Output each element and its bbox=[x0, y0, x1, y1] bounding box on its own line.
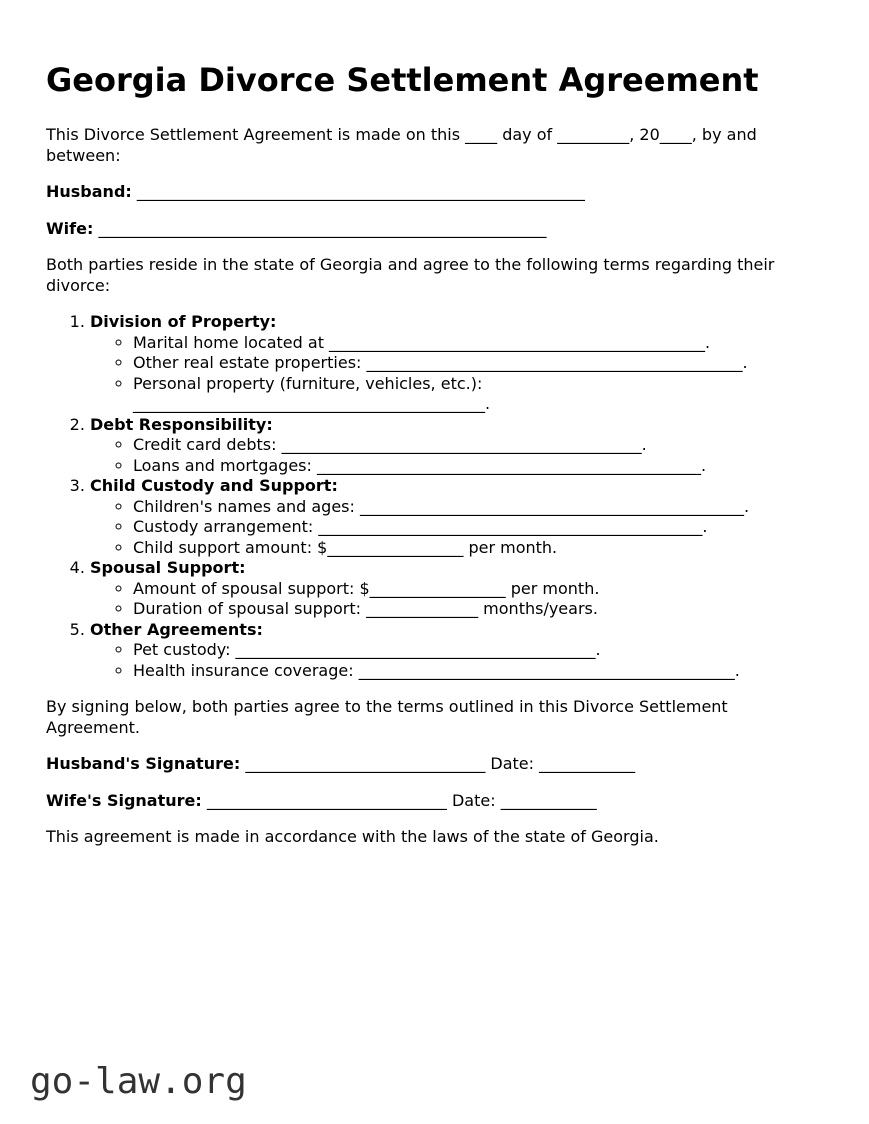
wife-signature-blank: ______________________________ bbox=[206, 790, 447, 810]
term-item: ◦ Credit card debts: _____________________________________________. bbox=[133, 435, 821, 456]
wife-blank: ________________________________________________________ bbox=[98, 218, 547, 238]
term-item: ◦ Children's names and ages: ________________________________________________. bbox=[133, 497, 821, 518]
term-item: ◦ Amount of spousal support: $_________________ per month. bbox=[133, 579, 821, 600]
husband-label: Husband: bbox=[46, 182, 132, 201]
husband-blank: ________________________________________________________ bbox=[136, 182, 585, 201]
section-items bbox=[90, 497, 821, 559]
closing-paragraph: By signing below, both parties agree to the terms outlined in this Divorce Settlement Agreement. bbox=[46, 697, 728, 737]
term-item: ◦ Other real estate properties: _______________________________________________. bbox=[133, 353, 821, 374]
wife-line bbox=[46, 219, 821, 240]
section-items bbox=[90, 435, 821, 476]
term-item: ◦ Health insurance coverage: _______________________________________________. bbox=[133, 661, 821, 682]
term-section-spousal-support bbox=[90, 558, 821, 620]
section-items bbox=[90, 333, 821, 415]
wife-label: Wife: bbox=[46, 218, 94, 238]
section-title: Child Custody and Support: bbox=[90, 476, 338, 495]
section-title: Spousal Support: bbox=[90, 558, 246, 577]
wife-date-label: Date: bbox=[451, 790, 496, 810]
husband-date-label: Date: bbox=[490, 754, 535, 773]
wife-date-blank: ____________ bbox=[500, 790, 597, 810]
husband-signature-label: Husband's Signature: bbox=[46, 754, 241, 773]
term-item: ◦ Child support amount: $_________________ per month. bbox=[133, 538, 821, 559]
law-note-paragraph: This agreement is made in accordance with the laws of the state of Georgia. bbox=[46, 827, 659, 846]
terms-intro-paragraph: Both parties reside in the state of Georgia and agree to the following terms regarding their divorce: bbox=[46, 255, 775, 295]
term-section-other-agreements bbox=[90, 620, 821, 682]
intro-paragraph: This Divorce Settlement Agreement is made on this ____ day of _________, 20____, by and between: bbox=[46, 125, 757, 165]
term-section-debt-responsibility bbox=[90, 415, 821, 477]
terms-list bbox=[46, 312, 821, 681]
term-item: ◦ Marital home located at _______________________________________________. bbox=[133, 333, 821, 354]
section-title: Division of Property: bbox=[90, 312, 277, 331]
document-title: Georgia Divorce Settlement Agreement bbox=[46, 61, 759, 99]
section-title: Debt Responsibility: bbox=[90, 414, 273, 434]
term-item: ◦ Duration of spousal support: ______________ months/years. bbox=[133, 599, 821, 620]
term-section-child-custody-and-support bbox=[90, 476, 821, 558]
term-section-division-of-property bbox=[90, 312, 821, 415]
term-item: ◦ Pet custody: _____________________________________________. bbox=[133, 640, 821, 661]
term-item: ◦ Personal property (furniture, vehicles, etc.): ____________________________________________. bbox=[133, 374, 821, 415]
section-items bbox=[90, 640, 821, 681]
husband-line bbox=[46, 182, 821, 203]
section-items bbox=[90, 579, 821, 620]
husband-signature-blank: ______________________________ bbox=[245, 754, 486, 773]
wife-signature-label: Wife's Signature: bbox=[46, 790, 202, 810]
wife-signature-line bbox=[46, 791, 821, 812]
husband-date-blank: ____________ bbox=[539, 754, 636, 773]
section-title: Other Agreements: bbox=[90, 619, 263, 639]
husband-signature-line bbox=[46, 754, 821, 775]
term-item: ◦ Custody arrangement: ________________________________________________. bbox=[133, 517, 821, 538]
term-item: ◦ Loans and mortgages: ________________________________________________. bbox=[133, 456, 821, 477]
brand-footer: go-law.org bbox=[30, 1061, 247, 1102]
